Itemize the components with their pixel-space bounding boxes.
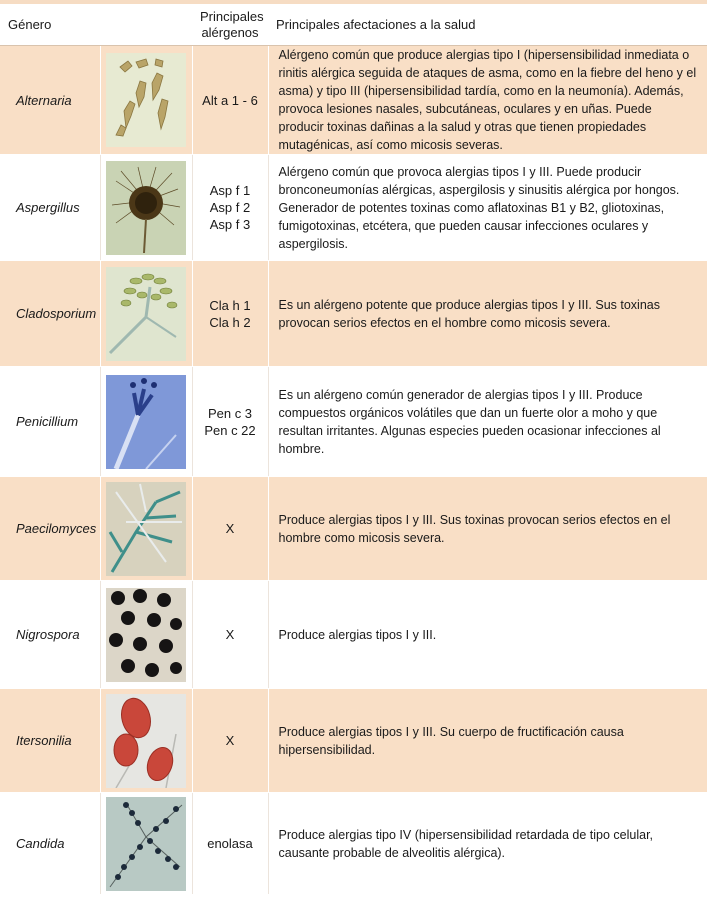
allergen-code: Asp f 1	[209, 183, 251, 198]
allergens-cell	[192, 261, 268, 367]
allergen-code: enolasa	[207, 836, 253, 851]
alternaria-micrograph	[106, 53, 186, 147]
allergen-code: Alt a 1 - 6	[202, 92, 258, 108]
table-row-nigrospora	[0, 581, 707, 689]
image-cell	[100, 581, 192, 689]
image-cell	[100, 477, 192, 581]
image-cell	[100, 155, 192, 261]
genus-name: Penicillium	[0, 367, 100, 477]
effects-text: Alérgeno común que provoca alergias tipos I y III. Puede producir bronconeumonías alérgicas, aspergilosis y sinusitis alérgica por hongos. Generador de potentes toxinas como aflatoxinas B1 y B2, gliotoxinas, fumigotoxinas, etcétera, que pueden causar infecciones oculares y aspergilosis.	[268, 155, 707, 261]
allergen-code: X	[225, 521, 235, 536]
header-effects: Principales afectaciones a la salud	[268, 4, 707, 46]
allergens-cell	[192, 581, 268, 689]
candida-micrograph	[106, 797, 186, 891]
header-genus: Género	[0, 4, 100, 46]
penicillium-micrograph	[106, 375, 186, 469]
effects-text: Produce alergias tipos I y III.	[268, 581, 707, 689]
allergens-cell	[192, 793, 268, 895]
allergen-code: Pen c 3	[207, 405, 253, 421]
table-row-paecilomyces	[0, 477, 707, 581]
effects-text: Es un alérgeno común generador de alergias tipos I y III. Produce compuestos orgánicos volátiles que dan un fuerte olor a moho y que resultan irritantes. Algunas especies pueden ocasionar infecciones al hombre.	[268, 367, 707, 477]
allergen-code: Cla h 1	[209, 297, 251, 313]
image-cell	[100, 367, 192, 477]
fungi-allergen-table	[0, 4, 707, 895]
image-cell	[100, 793, 192, 895]
allergens-cell	[192, 689, 268, 793]
genus-name: Nigrospora	[0, 581, 100, 689]
header-image	[100, 4, 192, 46]
table-row-penicillium	[0, 367, 707, 477]
table-row-itersonilia	[0, 689, 707, 793]
allergen-code: X	[225, 627, 235, 642]
allergen-code: Asp f 3	[209, 217, 251, 232]
table-row-aspergillus	[0, 155, 707, 261]
genus-name: Alternaria	[0, 46, 100, 155]
table-row-candida	[0, 793, 707, 895]
allergen-code: Pen c 22	[204, 422, 256, 438]
genus-name: Candida	[0, 793, 100, 895]
allergen-code: X	[225, 733, 235, 748]
image-cell	[100, 261, 192, 367]
genus-name: Aspergillus	[0, 155, 100, 261]
header-allergens	[192, 4, 268, 46]
header-allergens-line1: Principales	[200, 8, 264, 24]
allergens-cell	[192, 367, 268, 477]
allergens-cell	[192, 46, 268, 155]
cladosporium-micrograph	[106, 267, 186, 361]
table-row-cladosporium	[0, 261, 707, 367]
nigrospora-micrograph	[106, 588, 186, 682]
effects-text: Produce alergias tipos I y III. Su cuerpo de fructificación causa hipersensibilidad.	[268, 689, 707, 793]
effects-text: Alérgeno común que produce alergias tipo I (hipersensibilidad inmediata o rinitis alérgica seguida de ataques de asma, como en la fiebre del heno y el asma) y tipo III (hipersensibilidad tardía, como en la neumonía). Además, provoca lesiones nasales, subcutáneas, oculares y en uñas. Puede producir toxinas dañinas a la salud y otras que tienen propiedades mutagénicas, así como micosis severas.	[268, 46, 707, 155]
allergen-code: Asp f 2	[209, 200, 251, 215]
table-row-alternaria	[0, 46, 707, 155]
aspergillus-micrograph	[106, 161, 186, 255]
table-header-row	[0, 4, 707, 46]
effects-text: Produce alergias tipos I y III. Sus toxinas provocan serios efectos en el hombre como micosis severa.	[268, 477, 707, 581]
itersonilia-micrograph	[106, 694, 186, 788]
allergen-code: Cla h 2	[209, 314, 251, 330]
genus-name: Cladosporium	[0, 261, 100, 367]
header-allergens-line2: alérgenos	[201, 24, 259, 40]
genus-name: Paecilomyces	[0, 477, 100, 581]
allergens-cell	[192, 477, 268, 581]
paecilomyces-micrograph	[106, 482, 186, 576]
allergens-cell	[192, 155, 268, 261]
genus-name: Itersonilia	[0, 689, 100, 793]
effects-text: Produce alergias tipo IV (hipersensibilidad retardada de tipo celular, causante probable de alveolitis alérgica).	[268, 793, 707, 895]
image-cell	[100, 689, 192, 793]
effects-text: Es un alérgeno potente que produce alergias tipos I y III. Sus toxinas provocan serios efectos en el hombre como micosis severa.	[268, 261, 707, 367]
image-cell	[100, 46, 192, 155]
